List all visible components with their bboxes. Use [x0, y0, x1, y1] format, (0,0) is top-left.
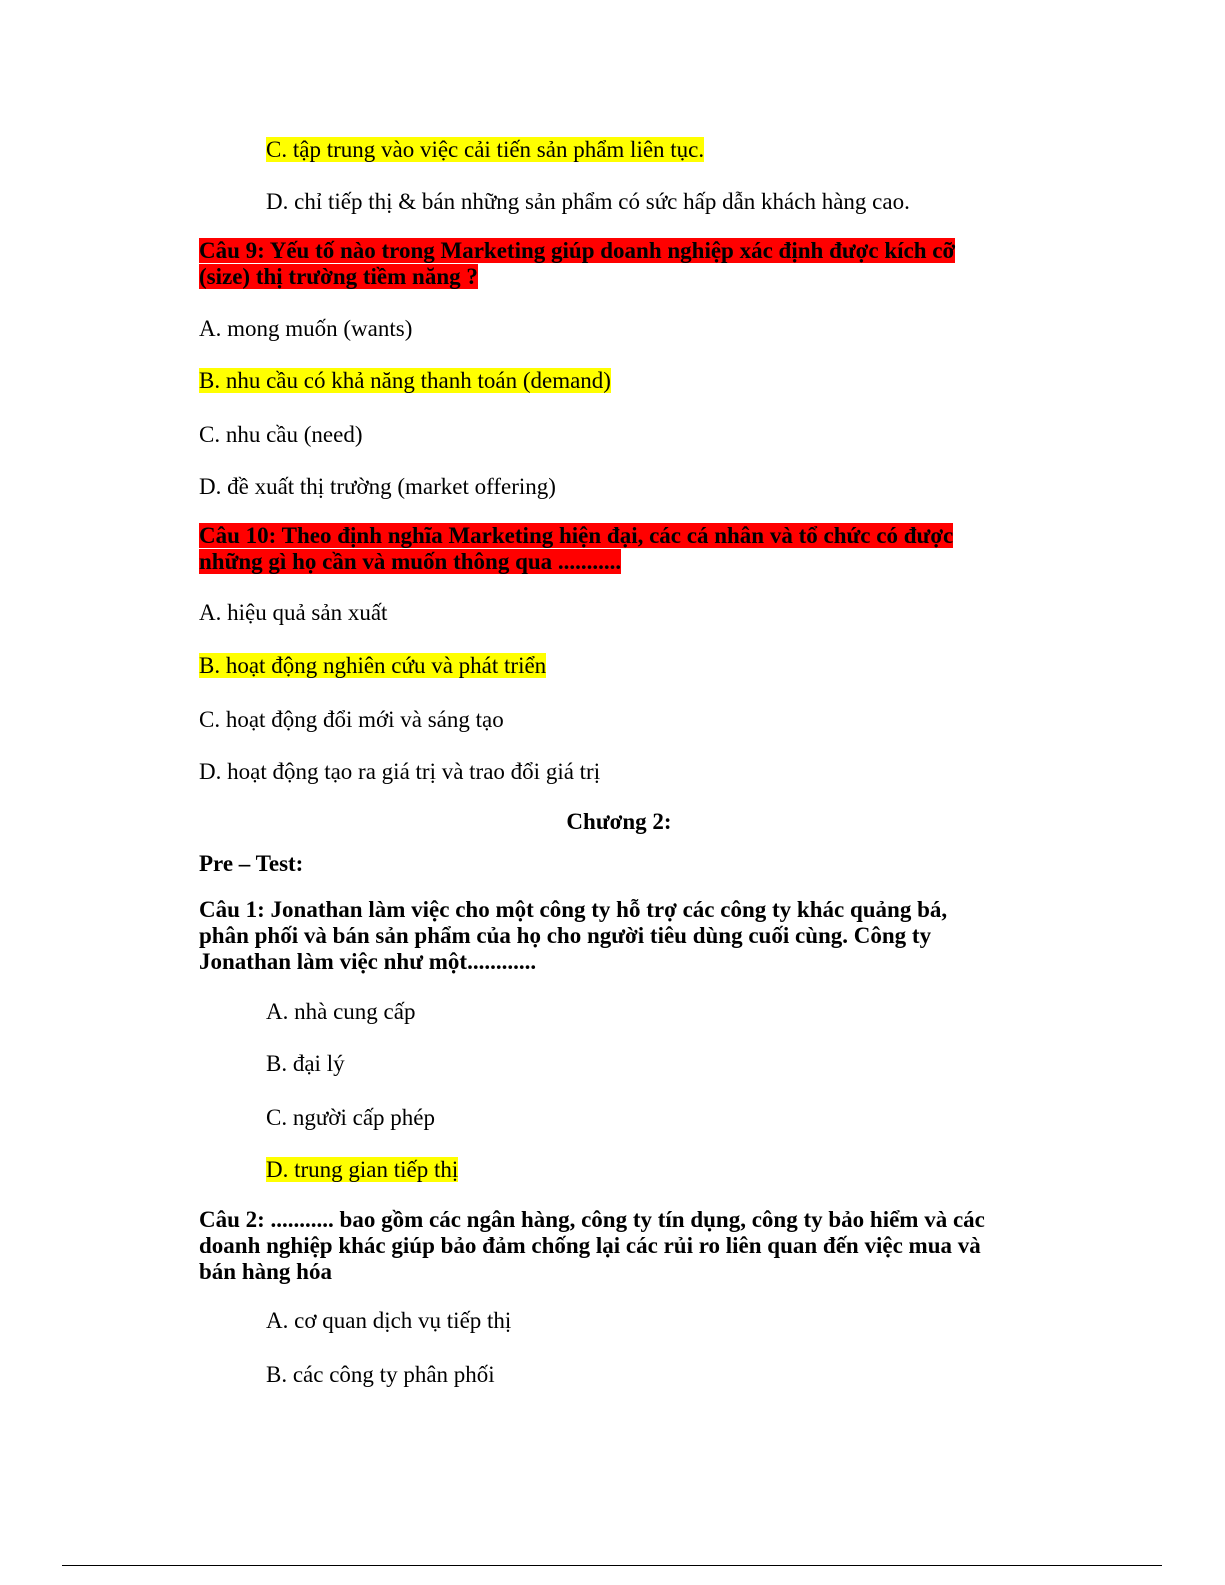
page-bottom-rule: [62, 1565, 1162, 1566]
prev-option-c: [266, 136, 704, 163]
c2-question-1-line-2: phân phối và bán sản phẩm của họ cho người tiêu dùng cuối cùng. Công ty: [199, 923, 932, 948]
answer-highlight: C. tập trung vào việc cải tiến sản phẩm liên tục.: [266, 137, 705, 162]
c2-question-2: [199, 1207, 985, 1285]
q10-option-b: [199, 652, 546, 679]
question-10-line-2: những gì họ cần và muốn thông qua ...........: [199, 549, 622, 574]
c2q1-option-d: [266, 1156, 458, 1183]
q9-option-b: [199, 367, 611, 394]
c2-question-1-line-1: Câu 1: Jonathan làm việc cho một công ty hỗ trợ các công ty khác quảng bá,: [199, 897, 948, 922]
c2q1-option-b: B. đại lý: [266, 1051, 345, 1076]
c2-question-2-line-3: bán hàng hóa: [199, 1259, 332, 1284]
question-9-line-1: Câu 9: Yếu tố nào trong Marketing giúp doanh nghiệp xác định được kích cỡ: [199, 238, 956, 263]
chapter-heading: Chương 2:: [566, 809, 672, 834]
q9-option-c: C. nhu cầu (need): [199, 422, 363, 447]
pretest-heading: Pre – Test:: [199, 851, 304, 876]
q10-option-a: A. hiệu quả sản xuất: [199, 600, 388, 625]
c2-question-1-line-3: Jonathan làm việc như một............: [199, 949, 537, 974]
answer-highlight: B. nhu cầu có khả năng thanh toán (demand): [199, 368, 611, 393]
c2q2-option-a: A. cơ quan dịch vụ tiếp thị: [266, 1308, 512, 1333]
c2q2-option-b: B. các công ty phân phối: [266, 1362, 495, 1387]
q10-option-d: D. hoạt động tạo ra giá trị và trao đổi giá trị: [199, 759, 601, 784]
question-10: [199, 523, 953, 575]
question-9-line-2: (size) thị trường tiềm năng ?: [199, 264, 478, 289]
c2q1-option-a: A. nhà cung cấp: [266, 999, 416, 1024]
q9-option-a: A. mong muốn (wants): [199, 316, 413, 341]
c2-question-2-line-2: doanh nghiệp khác giúp bảo đảm chống lại các rủi ro liên quan đến việc mua và: [199, 1233, 981, 1258]
c2q1-option-c: C. người cấp phép: [266, 1105, 435, 1130]
c2-question-2-line-1: Câu 2: ........... bao gồm các ngân hàng, công ty tín dụng, công ty bảo hiểm và các: [199, 1207, 985, 1232]
question-9: [199, 238, 955, 290]
q10-option-c: C. hoạt động đổi mới và sáng tạo: [199, 707, 504, 732]
answer-highlight: B. hoạt động nghiên cứu và phát triển: [199, 653, 547, 678]
answer-highlight: D. trung gian tiếp thị: [266, 1157, 459, 1182]
c2-question-1: [199, 897, 947, 975]
q9-option-d: D. đề xuất thị trường (market offering): [199, 474, 556, 499]
prev-option-d: D. chỉ tiếp thị & bán những sản phẩm có sức hấp dẫn khách hàng cao.: [266, 189, 910, 214]
question-10-line-1: Câu 10: Theo định nghĩa Marketing hiện đại, các cá nhân và tổ chức có được: [199, 523, 954, 548]
